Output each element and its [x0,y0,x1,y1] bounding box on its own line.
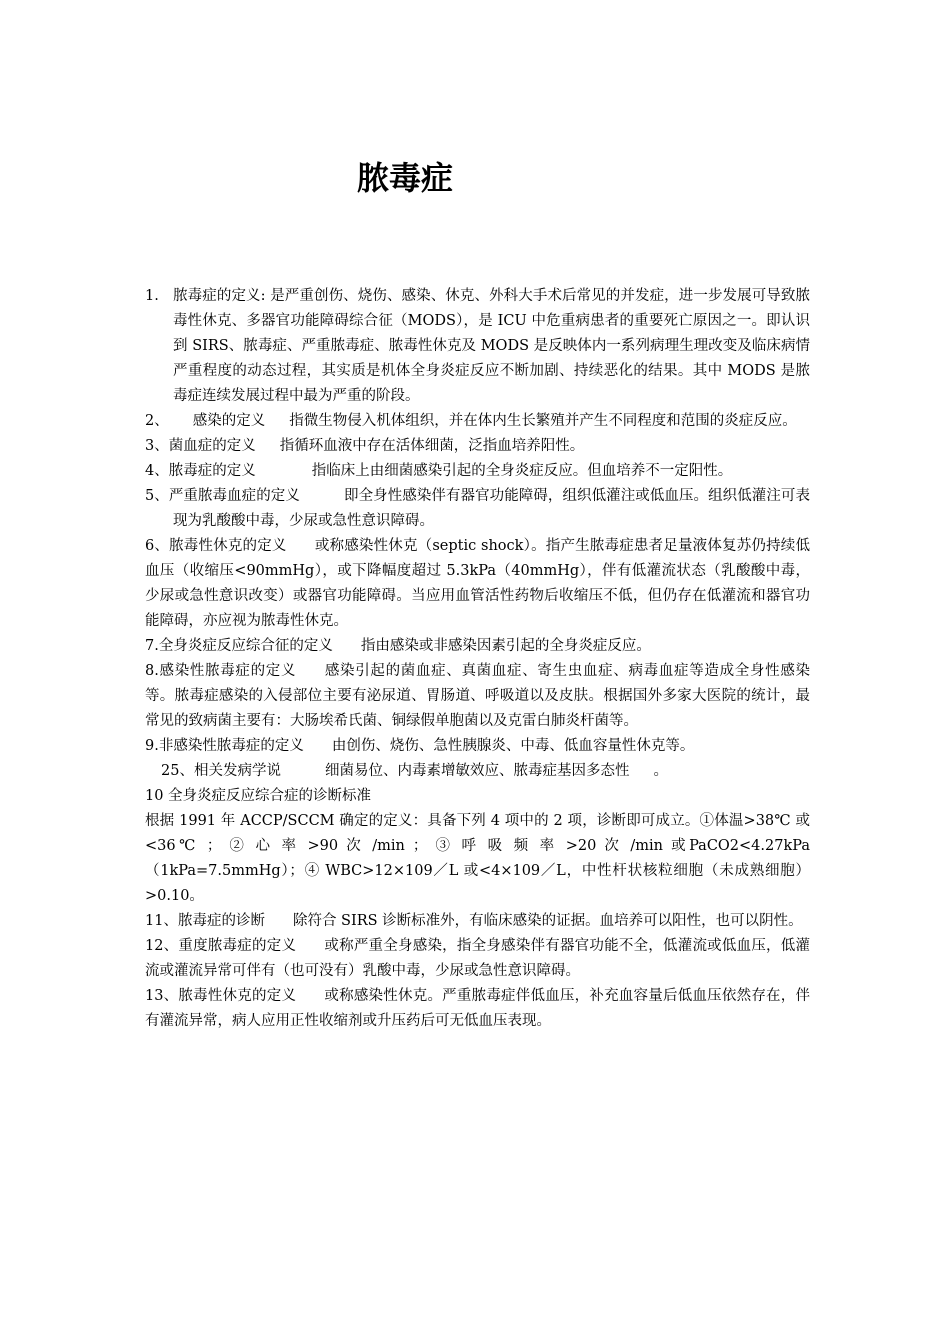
item-12 [145,934,810,984]
item-11-text: 除符合 SIRS 诊断标准外，有临床感染的证据。血培养可以阳性，也可以阴性。 [292,913,803,929]
item-6-text: 或称感染性休克（septic shock）。指产生脓毒症患者足量液体复苏仍持续低血压（收缩压<90mmHg），或下降幅度超过 5.3kPa（40mmHg），伴有低灌流状态（乳酸酸中毒，少尿或急性意识改变）或器官功能障碍。当应用血管活性药物后收缩压不低，但仍存在低灌流和器官功能障碍，亦应视为脓毒性休克。 [145,538,810,629]
item-13-heading: 13、脓毒性休克的定义 [145,988,297,1004]
item-3-heading: 3、菌血症的定义 [145,438,256,454]
item-2 [145,409,810,434]
item-7-heading: 7.全身炎症反应综合征的定义 [145,638,333,654]
item-7 [145,634,810,659]
item-11-heading: 11、脓毒症的诊断 [145,913,265,929]
item-25-heading: 25、相关发病学说 [161,763,281,779]
item-1-text: 脓毒症的定义: 是严重创伤、烧伤、感染、休克、外科大手术后常见的并发症，进一步发展可导致脓毒性休克、多器官功能障碍综合征（MODS），是 ICU 中危重病患者的重要死亡原因之一。即认识到 SIRS、脓毒症、严重脓毒症、脓毒性休克及 MODS 是反映体内一系列病理生理改变及临床病情严重程度的动态过程，其实质是机体全身炎症反应不断加剧、持续恶化的结果。其中 MODS 是脓毒症连续发展过程中最为严重的阶段。 [173,288,810,404]
item-10-text: 根据 1991 年 ACCP/SCCM 确定的定义：具备下列 4 项中的 2 项，诊断即可成立。①体温>38℃ 或 <36℃ ； ② 心 率 >90 次 /min ； ③ 呼 吸 频 率 >20 次 /min 或PaCO2<4.27kPa（1kPa=7.5mmHg）；④ WBC>12×109／L 或<4×109／L，中性杆状核粒细胞（未成熟细胞）>0.10。 [145,813,810,904]
document-body [145,284,810,1034]
item-12-heading: 12、重度脓毒症的定义 [145,938,297,954]
page-title: 脓毒症 [356,159,453,197]
item-5 [145,484,810,534]
item-1 [145,284,810,409]
item-10-heading: 10 全身炎症反应综合症的诊断标准 [145,788,372,804]
item-4 [145,459,810,484]
item-8 [145,659,810,734]
item-1-number: 1. [145,288,159,304]
item-25 [145,759,810,784]
item-9-text: 由创伤、烧伤、急性胰腺炎、中毒、低血容量性休克等。 [331,738,695,754]
item-3-text: 指循环血液中存在活体细菌，泛指血培养阳性。 [279,438,585,454]
item-3 [145,434,810,459]
item-9 [145,734,810,759]
item-6-heading: 6、脓毒性休克的定义 [145,538,287,554]
item-4-text: 指临床上由细菌感染引起的全身炎症反应。但血培养不一定阳性。 [311,463,733,479]
item-4-heading: 4、脓毒症的定义 [145,463,256,479]
item-8-text: 感染引起的菌血症、真菌血症、寄生虫血症、病毒血症等造成全身性感染等。脓毒症感染的入侵部位主要有泌尿道、胃肠道、呼吸道以及皮肤。根据国外多家大医院的统计，最常见的致病菌主要有：大肠埃希氏菌、铜绿假单胞菌以及克雷白肺炎杆菌等。 [145,663,811,729]
item-13 [145,984,810,1034]
item-6 [145,534,810,634]
item-9-heading: 9.非感染性脓毒症的定义 [145,738,304,754]
item-5-heading: 5、严重脓毒血症的定义 [145,488,300,504]
item-8-heading: 8.感染性脓毒症的定义 [145,663,297,679]
item-11 [145,909,810,934]
item-12-text: 或称严重全身感染，指全身感染伴有器官功能不全，低灌流或低血压，低灌流或灌流异常可伴有（也可没有）乳酸中毒，少尿或急性意识障碍。 [145,938,810,979]
item-25-text: 细菌易位、内毒素增敏效应、脓毒症基因多态性 [324,763,630,779]
item-7-text: 指由感染或非感染因素引起的全身炎症反应。 [360,638,651,654]
item-2-term: 感染的定义 [192,413,266,429]
item-2-number: 2、 [145,413,169,429]
item-13-text: 或称感染性休克。严重脓毒症伴低血压，补充血容量后低血压依然存在，伴有灌流异常，病人应用正性收缩剂或升压药后可无低血压表现。 [145,988,810,1029]
item-2-text: 指微生物侵入机体组织，并在体内生长繁殖并产生不同程度和范围的炎症反应。 [289,413,797,429]
item-5-text: 即全身性感染伴有器官功能障碍，组织低灌注或低血压。组织低灌注可表现为乳酸酸中毒，少尿或急性意识障碍。 [173,488,810,529]
item-25-end: 。 [653,763,668,779]
